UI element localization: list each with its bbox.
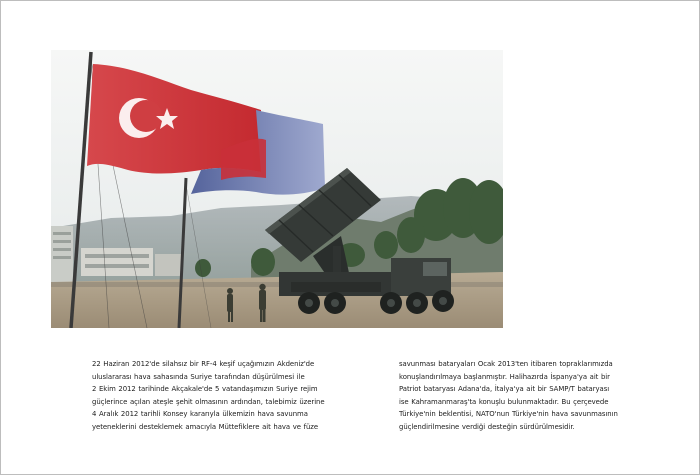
text-line: konuşlandırılmaya başlanmıştır. Halihazırda İspanya'ya ait bir — [399, 372, 610, 381]
text-line: 4 Aralık 2012 tarihli Konsey kararıyla ülkemizin hava savunma — [92, 410, 308, 419]
text-line: güçlendirilmesine verdiği desteğin sürdürülmesidir. — [399, 422, 575, 431]
text-line: güçlerince açılan ateşle şehit olmasının ardından, talebimiz üzerine — [92, 397, 325, 406]
text-line: 2 Ekim 2012 tarihinde Akçakale'de 5 vatandaşımızın Suriye rejim — [92, 385, 318, 394]
text-line: uluslararası hava sahasında Suriye tarafından düşürülmesi ile — [92, 372, 305, 381]
body-text-left-column — [92, 358, 392, 434]
body-text-right-column — [399, 358, 671, 434]
text-line: 22 Haziran 2012'de silahsız bir RF-4 keşif uçağımızın Akdeniz'de — [92, 360, 315, 368]
text-line: Patriot bataryası Adana'da, İtalya'ya ait bir SAMP/T bataryası — [399, 385, 610, 394]
patriot-battery-photo — [51, 50, 503, 328]
text-line: Türkiye'nin beklentisi, NATO'nun Türkiye'nin hava savunmasının — [399, 410, 618, 419]
text-line: savunması bataryaları Ocak 2013'ten itibaren topraklarımızda — [399, 360, 613, 368]
text-line: ise Kahramanmaraş'ta konuşlu bulunmaktadır. Bu çerçevede — [399, 397, 609, 406]
text-line: yeteneklerini desteklemek amacıyla Müttefiklere ait hava ve füze — [92, 422, 319, 431]
